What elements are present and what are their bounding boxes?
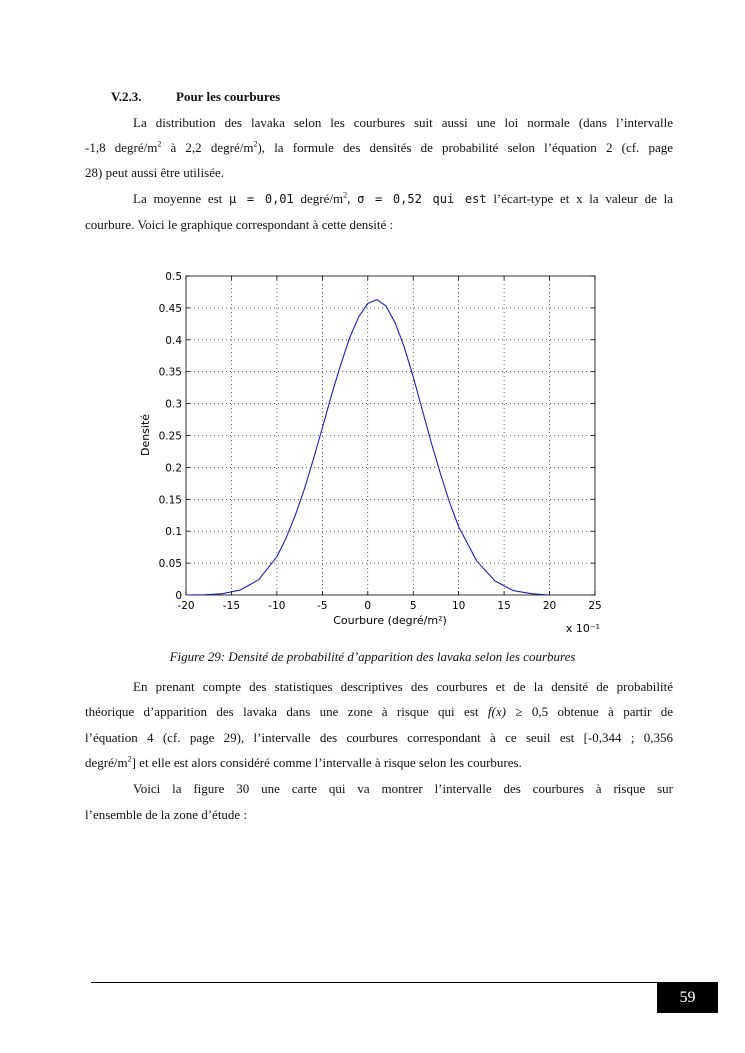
para1-line3: 28) peut aussi être utilisée. (85, 165, 224, 180)
para2-line1: La moyenne est μ = 0,01 degré/$m^2$, σ = 0,52 qui est l’écart-type et x la valeur de la (133, 190, 674, 206)
para1-line2: -1,8 degré/$m^2$ à 2,2 degré/$m^2$), la formule des densités de probabilité selon l’équation 2 (cf. page (85, 139, 674, 155)
para3-line4: degré/$m^2$] et elle est alors considéré comme l’intervalle à risque selon les courbures. (85, 754, 522, 770)
y-tick-label: 0.05 (158, 558, 182, 571)
y-tick-label: 0.3 (165, 398, 182, 411)
para4-line1: Voici la figure 30 une carte qui va montrer l’intervalle des courbures à risque sur (133, 781, 673, 796)
para4-line2: l’ensemble de la zone d’étude : (85, 807, 248, 822)
y-tick-label: 0 (175, 590, 182, 602)
x-tick-label: 0 (364, 600, 372, 612)
y-tick-label: 0.4 (165, 334, 182, 347)
y-tick-label: 0.35 (158, 366, 182, 379)
density-chart (135, 262, 615, 637)
y-tick-label: 0.15 (158, 494, 182, 507)
y-tick-label: 0.2 (165, 462, 182, 475)
y-axis-label: Densité (139, 413, 152, 457)
page-number: 59 (657, 983, 718, 1013)
para3-line3: l’équation 4 (cf. page 29), l’intervalle des courbures correspondant à ce seuil est [-0,344 ; 0,356 (85, 730, 673, 745)
section-number: V.2.3. (111, 89, 142, 104)
section-title: Pour les courbures (176, 89, 281, 104)
para3-line2: théorique d’apparition des lavaka dans une zone à risque qui est f(x) ≥ 0,5 obtenue à partir de (85, 704, 673, 719)
y-tick-label: 0.45 (158, 302, 182, 315)
para1-line1: La distribution des lavaka selon les courbures suit aussi une loi normale (dans l’intervalle (133, 115, 673, 130)
x-tick-label: -10 (268, 600, 286, 612)
y-tick-label: 0.1 (165, 526, 182, 539)
x-tick-label: 5 (409, 600, 417, 612)
x-tick-label: 10 (451, 600, 466, 612)
para3-line1: En prenant compte des statistiques descriptives des courbures et de la densité de probabilité (133, 679, 673, 694)
x-scale-note: x 10⁻¹ (565, 622, 601, 635)
x-tick-label: -5 (317, 600, 328, 612)
footer-rule (91, 982, 718, 983)
x-axis-label: Courbure (degré/m²) (333, 614, 447, 627)
x-tick-label: -20 (177, 600, 195, 612)
y-tick-label: 0.25 (158, 430, 182, 443)
x-tick-label: 25 (588, 600, 602, 612)
x-tick-label: 20 (542, 600, 557, 612)
x-tick-label: 15 (497, 600, 511, 612)
y-tick-label: 0.5 (165, 271, 182, 283)
x-tick-label: -15 (222, 600, 241, 612)
figure-caption: Figure 29: Densité de probabilité d’apparition des lavaka selon les courbures (169, 649, 576, 664)
para2-line2: courbure. Voici le graphique correspondant à cette densité : (85, 217, 394, 232)
